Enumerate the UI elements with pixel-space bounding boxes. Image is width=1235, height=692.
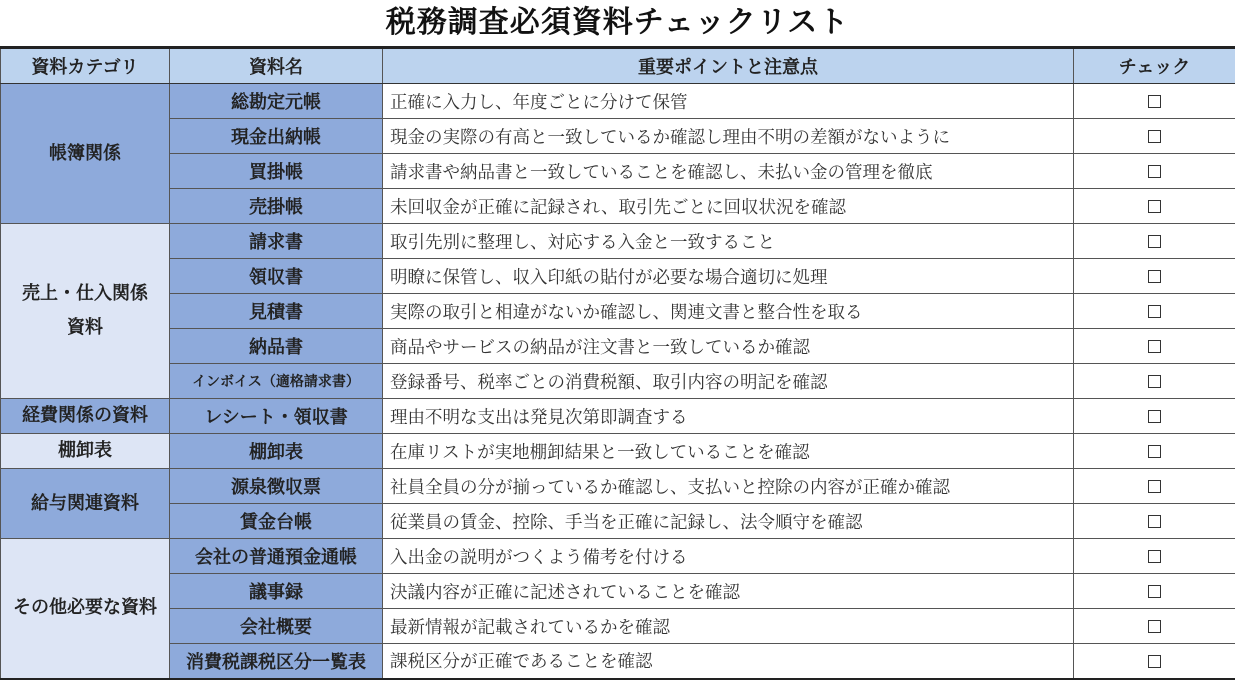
category-payroll: [1, 469, 170, 539]
document-point: 最新情報が記載されているかを確認: [383, 609, 1074, 644]
document-point: 入出金の説明がつくよう備考を付ける: [383, 539, 1074, 574]
category-label: 給与関連資料: [31, 492, 139, 514]
table-row: [1, 364, 1235, 399]
table-row: [1, 224, 1235, 259]
table-row: [1, 574, 1235, 609]
document-name: 売掛帳: [170, 189, 383, 224]
checkbox-icon[interactable]: [1148, 340, 1161, 353]
document-point: 課税区分が正確であることを確認: [383, 644, 1074, 679]
document-point: 登録番号、税率ごとの消費税額、取引内容の明記を確認: [383, 364, 1074, 399]
checkbox-icon[interactable]: [1148, 375, 1161, 388]
checkbox-icon[interactable]: [1148, 515, 1161, 528]
document-point: 正確に入力し、年度ごとに分けて保管: [383, 84, 1074, 119]
category-label: その他必要な資料: [13, 597, 157, 619]
checkbox[interactable]: [1074, 154, 1235, 189]
document-name: 総勘定元帳: [170, 84, 383, 119]
table-row: [1, 294, 1235, 329]
checkbox[interactable]: [1074, 84, 1235, 119]
checkbox[interactable]: [1074, 574, 1235, 609]
category-books: [1, 84, 170, 224]
table-row: [1, 469, 1235, 504]
category-label: 帳簿関係: [49, 142, 121, 164]
header-check: チェック: [1074, 48, 1235, 84]
checkbox[interactable]: [1074, 644, 1235, 679]
checkbox-icon[interactable]: [1148, 585, 1161, 598]
checkbox[interactable]: [1074, 364, 1235, 399]
checkbox-icon[interactable]: [1148, 235, 1161, 248]
category-inventory: [1, 434, 170, 469]
checklist-table: [0, 46, 1235, 680]
document-name: 会社概要: [170, 609, 383, 644]
document-point: 請求書や納品書と一致していることを確認し、未払い金の管理を徹底: [383, 154, 1074, 189]
document-name: 議事録: [170, 574, 383, 609]
table-row: [1, 644, 1235, 679]
checkbox-icon[interactable]: [1148, 480, 1161, 493]
table-row: [1, 84, 1235, 119]
document-name: 買掛帳: [170, 154, 383, 189]
checkbox[interactable]: [1074, 119, 1235, 154]
category-sales-purchase: [1, 224, 170, 399]
category-label: 経費関係の資料: [22, 405, 148, 426]
document-point: 実際の取引と相違がないか確認し、関連文書と整合性を取る: [383, 294, 1074, 329]
category-label-line1: 売上・仕入関係: [22, 283, 148, 304]
document-name: 賃金台帳: [170, 504, 383, 539]
document-name: 会社の普通預金通帳: [170, 539, 383, 574]
checkbox-icon[interactable]: [1148, 200, 1161, 213]
checkbox-icon[interactable]: [1148, 620, 1161, 633]
table-row: [1, 154, 1235, 189]
checkbox-icon[interactable]: [1148, 95, 1161, 108]
table-row: [1, 189, 1235, 224]
document-name: インボイス（適格請求書）: [170, 364, 383, 399]
header-row: [1, 48, 1235, 84]
checkbox[interactable]: [1074, 399, 1235, 434]
document-name: 請求書: [170, 224, 383, 259]
checkbox-icon[interactable]: [1148, 305, 1161, 318]
table-row: [1, 399, 1235, 434]
document-point: 現金の実際の有高と一致しているか確認し理由不明の差額がないように: [383, 119, 1074, 154]
document-name: 棚卸表: [170, 434, 383, 469]
header-points: 重要ポイントと注意点: [383, 48, 1074, 84]
checkbox[interactable]: [1074, 329, 1235, 364]
checkbox-icon[interactable]: [1148, 550, 1161, 563]
category-label: 棚卸表: [58, 440, 112, 461]
category-expenses: [1, 399, 170, 434]
checkbox-icon[interactable]: [1148, 165, 1161, 178]
checkbox-icon[interactable]: [1148, 410, 1161, 423]
table-row: [1, 504, 1235, 539]
document-point: 未回収金が正確に記録され、取引先ごとに回収状況を確認: [383, 189, 1074, 224]
document-name: 納品書: [170, 329, 383, 364]
document-name: 領収書: [170, 259, 383, 294]
document-point: 社員全員の分が揃っているか確認し、支払いと控除の内容が正確か確認: [383, 469, 1074, 504]
document-point: 在庫リストが実地棚卸結果と一致していることを確認: [383, 434, 1074, 469]
document-name: 消費税課税区分一覧表: [170, 644, 383, 679]
table-row: [1, 119, 1235, 154]
checkbox[interactable]: [1074, 294, 1235, 329]
checkbox[interactable]: [1074, 434, 1235, 469]
category-label-line2: 資料: [67, 317, 103, 338]
document-name: 見積書: [170, 294, 383, 329]
document-name: 源泉徴収票: [170, 469, 383, 504]
table-row: [1, 434, 1235, 469]
checkbox[interactable]: [1074, 259, 1235, 294]
document-point: 商品やサービスの納品が注文書と一致しているか確認: [383, 329, 1074, 364]
document-point: 理由不明な支出は発見次第即調査する: [383, 399, 1074, 434]
checkbox-icon[interactable]: [1148, 130, 1161, 143]
checkbox[interactable]: [1074, 189, 1235, 224]
checkbox[interactable]: [1074, 504, 1235, 539]
checkbox[interactable]: [1074, 609, 1235, 644]
category-other: [1, 539, 170, 679]
table-row: [1, 259, 1235, 294]
document-point: 従業員の賃金、控除、手当を正確に記録し、法令順守を確認: [383, 504, 1074, 539]
checkbox[interactable]: [1074, 469, 1235, 504]
table-row: [1, 609, 1235, 644]
checkbox-icon[interactable]: [1148, 445, 1161, 458]
page-title: 税務調査必須資料チェックリスト: [385, 5, 850, 40]
checkbox[interactable]: [1074, 224, 1235, 259]
table-row: [1, 539, 1235, 574]
document-point: 明瞭に保管し、収入印紙の貼付が必要な場合適切に処理: [383, 259, 1074, 294]
checkbox[interactable]: [1074, 539, 1235, 574]
checkbox-icon[interactable]: [1148, 655, 1161, 668]
document-name: 現金出納帳: [170, 119, 383, 154]
header-name: 資料名: [170, 48, 383, 84]
document-name: レシート・領収書: [170, 399, 383, 434]
document-point: 決議内容が正確に記述されていることを確認: [383, 574, 1074, 609]
document-point: 取引先別に整理し、対応する入金と一致すること: [383, 224, 1074, 259]
checkbox-icon[interactable]: [1148, 270, 1161, 283]
header-category: 資料カテゴリ: [1, 48, 170, 84]
table-row: [1, 329, 1235, 364]
